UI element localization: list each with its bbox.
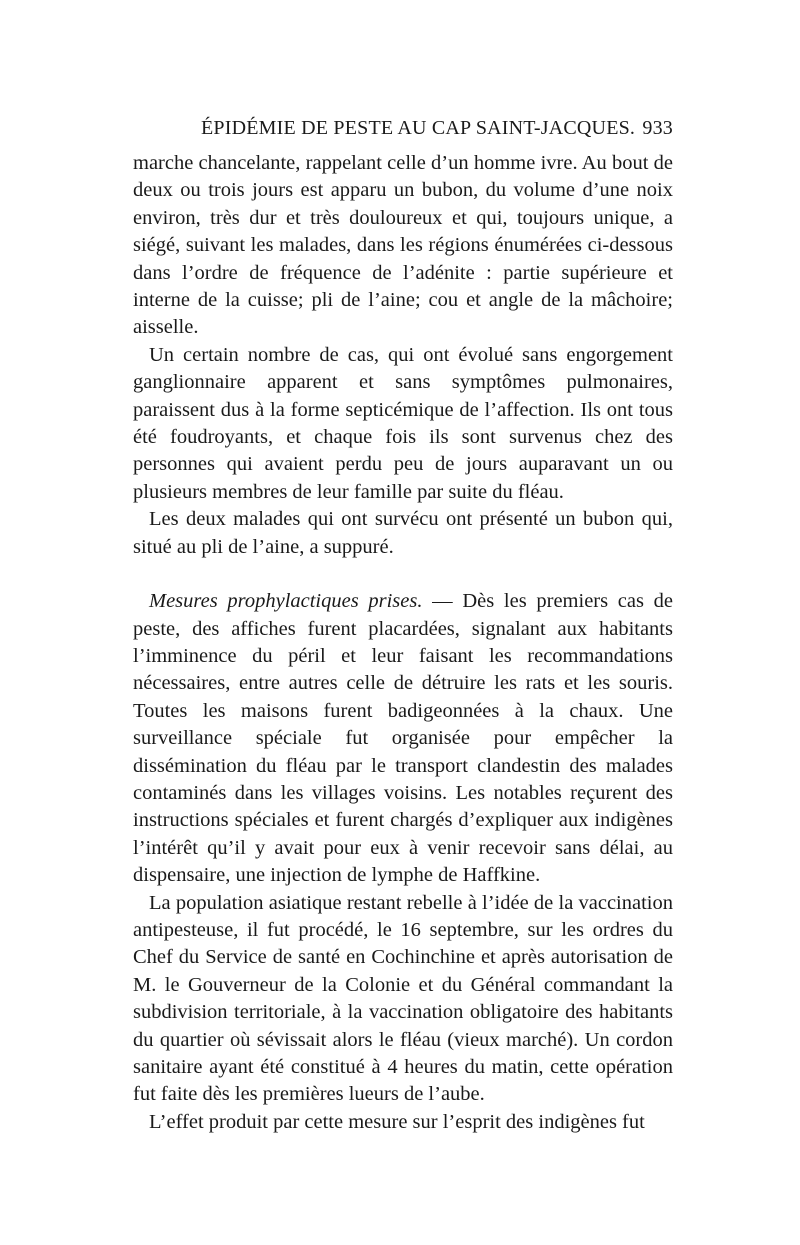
paragraph-septicemic-form: Un certain nombre de cas, qui ont évolué sans engorgement ganglionnaire apparent et sans symptômes pulmonaires, paraissent dus à la forme septicémique de l’affection. Ils ont tous été foudroyants, et chaque fois ils sont survenus chez des personnes qui avaient perdu peu de jours auparavant un ou plusieurs membres de leur famille par suite du fléau. bbox=[133, 343, 673, 503]
running-title: ÉPIDÉMIE DE PESTE AU CAP SAINT-JACQUES. bbox=[201, 117, 636, 139]
paragraph-prophylactic-measures bbox=[133, 588, 673, 889]
section-heading-prophylactic-measures: Mesures prophylactiques prises. bbox=[149, 590, 423, 613]
paragraph-survivors: Les deux malades qui ont survécu ont présenté un bubon qui, situé au pli de l’aine, a suppuré. bbox=[133, 508, 673, 558]
running-header bbox=[133, 117, 673, 141]
paragraph-effect: L’effet produit par cette mesure sur l’esprit des indigènes fut bbox=[149, 1110, 645, 1133]
paragraph-symptoms: marche chancelante, rappelant celle d’un homme ivre. Au bout de deux ou trois jours est apparu un bubon, du volume d’une noix environ, très dur et très douloureux et qui, toujours unique, a siégé, suivant les malades, dans les régions énumérées ci-dessous dans l’ordre de fréquence de l’adénite : partie supérieure et interne de la cuisse; pli de l’aine; cou et angle de la mâchoire; aisselle. bbox=[133, 152, 673, 339]
page-body bbox=[133, 150, 673, 1136]
paragraph-compulsory-vaccination: La population asiatique restant rebelle à l’idée de la vaccination antipesteuse, il fut procédé, le 16 septembre, sur les ordres du Chef du Service de santé en Cochinchine et après autorisation de M. le Gouverneur de la Colonie et du Général commandant la subdivision territoriale, à la vaccination obligatoire des habitants du quartier où sévissait alors le fléau (vieux marché). Un cordon sanitaire ayant été constitué à 4 heures du matin, cette opération fut faite dès les premières lueurs de l’aube. bbox=[133, 891, 673, 1106]
paragraph-prophylactic-text: — Dès les premiers cas de peste, des affiches furent placardées, signalant aux habitants l’imminence du péril et leur faisant les recommandations nécessaires, entre autres celle de détruire les rats et les souris. Toutes les maisons furent badigeonnées à la chaux. Une surveillance spéciale fut organisée pour empêcher la dissémination du fléau par le transport clandestin des malades contaminés dans les villages voisins. Les notables reçurent des instructions spéciales et furent chargés d’expliquer aux indigènes l’intérêt qu’il y avait pour eux à venir recevoir sans délai, au dispensaire, une injection de lymphe de Haffkine. bbox=[133, 590, 673, 887]
page-number: 933 bbox=[642, 117, 673, 139]
